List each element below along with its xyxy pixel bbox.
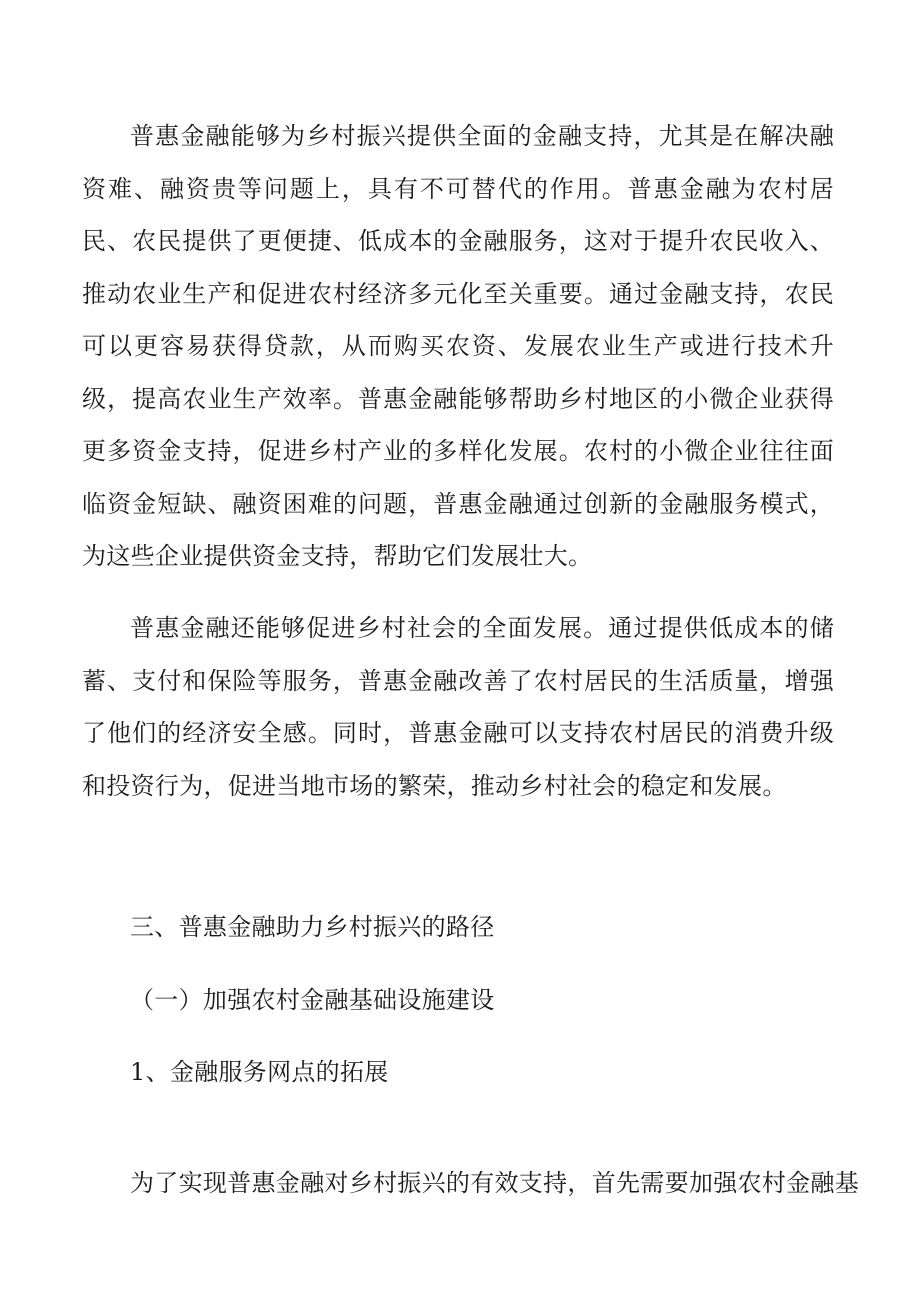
body-paragraph-1: 普惠金融能够为乡村振兴提供全面的金融支持，尤其是在解决融资难、融资贵等问题上，具有不可替代的作用。普惠金融为农村居民、农民提供了更便捷、低成本的金融服务，这对于提升农民收入、推动农业生产和促进农村经济多元化至关重要。通过金融支持，农民可以更容易获得贷款，从而购买农资、发展农业生产或进行技术升级，提高农业生产效率。普惠金融能够帮助乡村地区的小微企业获得更多资金支持，促进乡村产业的多样化发展。农村的小微企业往往面临资金短缺、融资困难的问题，普惠金融通过创新的金融服务模式，为这些企业提供资金支持，帮助它们发展壮大。 xyxy=(82,122,834,570)
body-paragraph-3: 为了实现普惠金融对乡村振兴的有效支持，首先需要加强农村金融基 xyxy=(130,1169,859,1197)
item-heading: 1、金融服务网点的拓展 xyxy=(130,1058,389,1086)
body-paragraph-2: 普惠金融还能够促进乡村社会的全面发展。通过提供低成本的储蓄、支付和保险等服务，普惠金融改善了农村居民的生活质量，增强了他们的经济安全感。同时，普惠金融可以支持农村居民的消费升级和投资行为，促进当地市场的繁荣，推动乡村社会的稳定和发展。 xyxy=(82,614,834,800)
section-heading: 三、普惠金融助力乡村振兴的路径 xyxy=(130,913,495,941)
subsection-heading: （一）加强农村金融基础设施建设 xyxy=(130,986,495,1014)
